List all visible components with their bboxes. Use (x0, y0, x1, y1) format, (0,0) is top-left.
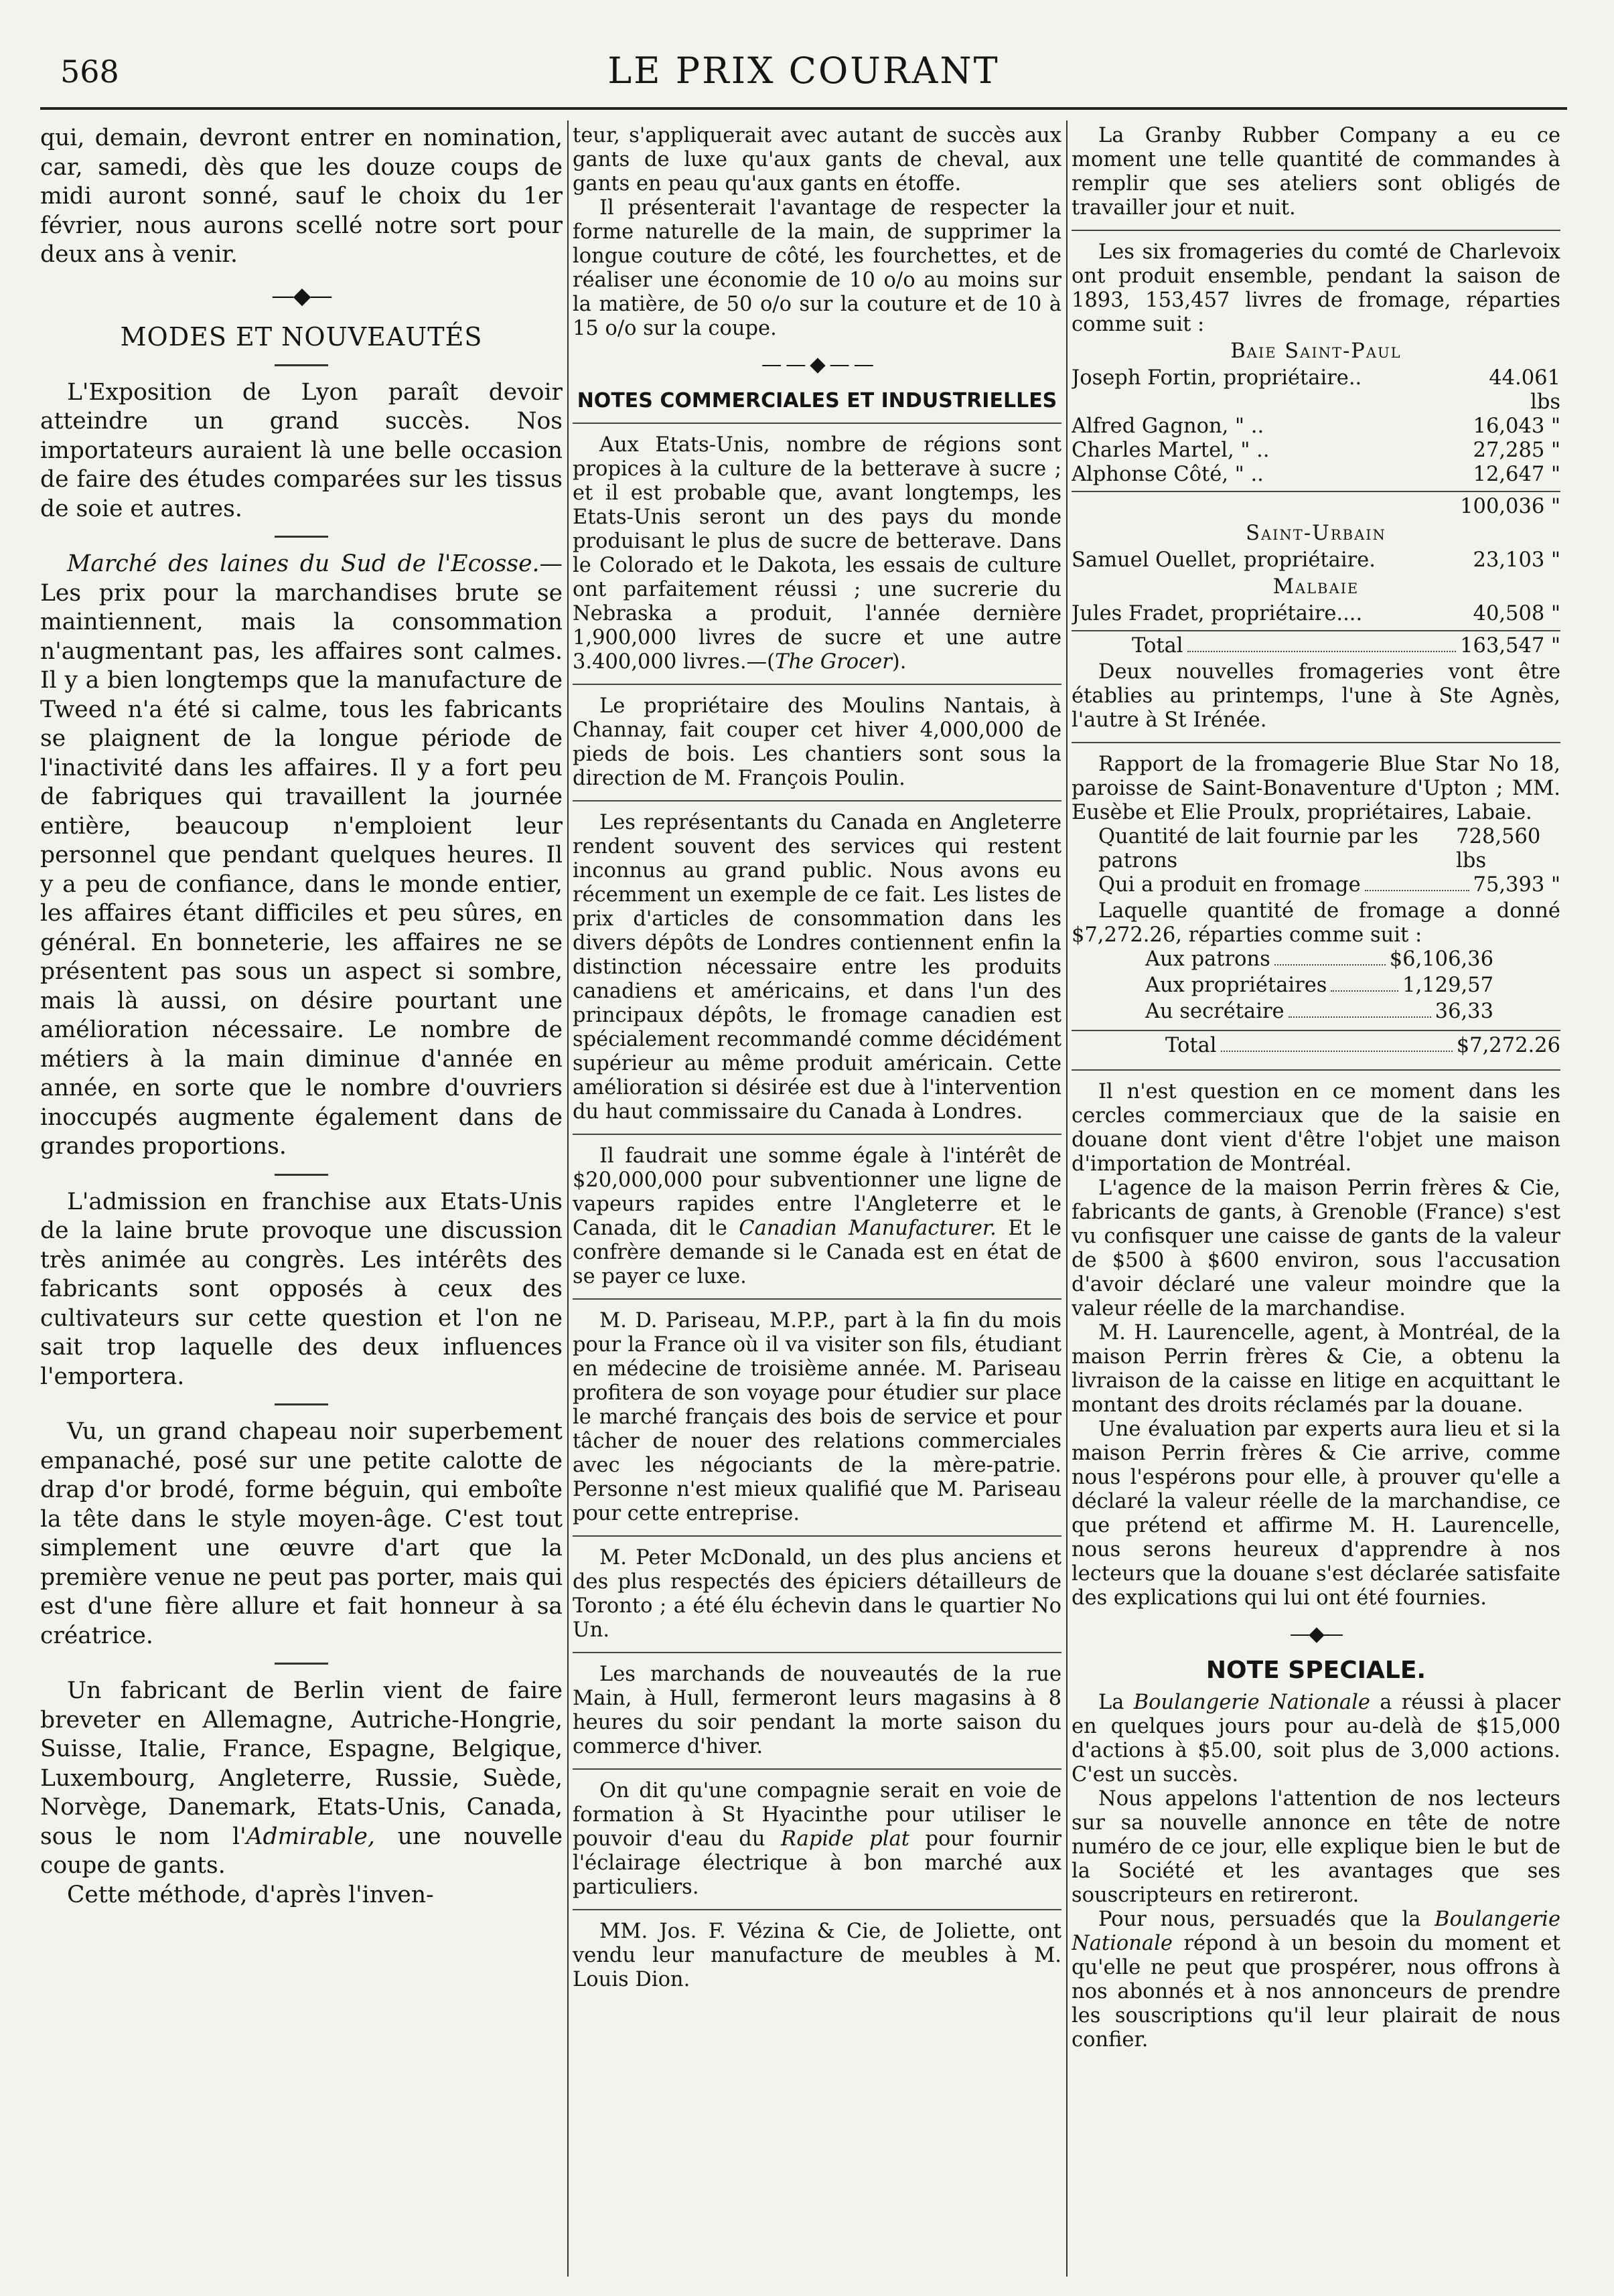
company-name: Boulangerie Nationale (1133, 1691, 1370, 1714)
rule (573, 1768, 1061, 1770)
producer-name: Jules Fradet, propriétaire.... (1072, 602, 1363, 625)
paragraph (40, 1677, 563, 1881)
rule (573, 1134, 1061, 1135)
paragraph (573, 1144, 1061, 1289)
source-name: Canadian Manufacturer. (739, 1217, 997, 1240)
paragraph-body: Il faudrait une somme égale à l'intérêt de $20,000,000 pour subventionner une ligne de vapeurs rapides entre l'Angleterre et le Canada, dit le (573, 1144, 1061, 1240)
paragraph: Une évaluation par experts aura lieu et si la maison Perrin frères & Cie arrive, comme nous l'espérons pour elle, à prouver qu'elle a déclaré la valeur réelle de la marchandise, ce que prétend et affirme M. H. Laurencelle, nous serons heureux d'apprendre à nos lecteurs que la douane s'est déclarée satisfaite des explications qui lui ont été fournies. (1072, 1418, 1560, 1610)
quantity: 27,285 " (1473, 439, 1560, 462)
paragraph: Il n'est question en ce moment dans les cercles commerciaux que de la saisie en douane dont vient d'être l'objet une maison d'importation de Montréal. (1072, 1080, 1560, 1176)
quantity: 12,647 " (1473, 463, 1560, 486)
short-rule (275, 1663, 328, 1665)
paragraph: Les six fromageries du comté de Charlevoix ont produit ensemble, pendant la saison de 1893, 153,457 livres de fromage, réparties comme suit : (1072, 240, 1560, 336)
milk-row (1072, 825, 1560, 873)
paragraph: L'admission en franchise aux Etats-Unis de la laine brute provoque une discussion très animée au congrès. Les intérêts des fabricants sont opposés à ceux des cultivateurs sur cette question et l'on ne sait trop laquelle des deux influences l'emportera. (40, 1188, 563, 1390)
ornament-divider: —◆— (1289, 1622, 1343, 1646)
rule (573, 1535, 1061, 1537)
short-rule (275, 364, 328, 366)
quantity: 44.061 lbs (1489, 366, 1560, 414)
short-rule (275, 1174, 328, 1176)
paragraph-body: On dit qu'une compagnie serait en voie de formation à St Hyacinthe pour utiliser le pouvoir d'eau du (573, 1779, 1061, 1851)
paragraph: La Granby Rubber Company a eu ce moment une telle quantité de commandes à remplir que ses ateliers sont obligés de travailler jour et nuit. (1072, 124, 1560, 220)
list-item (1072, 548, 1560, 572)
amount: 36,33 (1435, 1000, 1493, 1023)
paragraph: qui, demain, devront entrer en nomination, car, samedi, dès que les douze coups de midi auront sonné, sauf le choix du 1er février, nous aurons scellé notre sort pour deux ans à venir. (40, 125, 563, 268)
subheading-saint-urbain: Saint-Urbain (1246, 522, 1386, 545)
section-heading-notes: NOTES COMMERCIALES ET INDUSTRIELLES (577, 389, 1057, 412)
ornament-divider: — — ◆ — — (761, 353, 873, 376)
milk-value: 728,560 lbs (1456, 825, 1541, 872)
paragraph: Rapport de la fromagerie Blue Star No 18, paroisse de Saint-Bonaventure d'Upton ; MM. Eusèbe et Elie Proulx, propriétaires, Labaie. (1072, 753, 1560, 824)
paragraph-title: Marché des laines du Sud de l'Ecosse. (67, 550, 540, 577)
paragraph-body: La (1098, 1691, 1134, 1714)
paragraph: Nous appelons l'attention de nos lecteurs sur sa nouvelle annonce en tête de notre numéro de ce jour, elle explique bien le but de la Société et les avantages que ses souscripteurs en retireront. (1072, 1787, 1560, 1907)
table-row (1145, 947, 1493, 974)
paragraph-body: ). (891, 650, 907, 674)
paragraph: M. D. Pariseau, M.P.P., part à la fin du mois pour la France où il va visiter son fils, étudiant en médecine de troisième année. M. Pariseau profitera de son voyage pour étudier sur place le marché français des bois de service et pour tâcher de nouer des relations commerciales avec les négociants de la mère-patrie. Personne n'est mieux qualifié que M. Pariseau pour cette entreprise. (573, 1309, 1061, 1525)
dot-leader (1187, 651, 1457, 652)
paragraph-body: Aux Etats-Unis, nombre de régions sont propices à la culture de la betterave à sucre ; et il est probable que, avant longtemps, les Etats-Unis seront un des pays du monde produisant le plus de sucre de betterave. Dans le Colorado et le Dakota, les essais de culture ont parfaitement réussi ; une sucrerie du Nebraska a produit, l'année dernière 1,900,000 livres de sucre et une autre 3.400,000 livres.—( (573, 433, 1061, 674)
amount: $6,106,36 (1389, 947, 1493, 971)
short-rule (275, 536, 328, 538)
page-number: 568 (60, 54, 119, 90)
place-name: Rapide plat (781, 1827, 909, 1851)
paragraph: M. H. Laurencelle, agent, à Montréal, de la maison Perrin frères & Cie, a obtenu la livraison de la caisse en litige en acquittant le montant des droits réclamés par la douane. (1072, 1321, 1560, 1417)
paragraph: L'agence de la maison Perrin frères & Cie, fabricants de gants, à Grenoble (France) s'est vu confisquer une caisse de gants de la valeur de $500 à $600 environ, sous l'accusation d'avoir déclaré une valeur moindre que la valeur réelle de la marchandise. (1072, 1176, 1560, 1320)
column-2 (573, 124, 1061, 2277)
dot-leader (1365, 890, 1469, 891)
section-heading-note-speciale: NOTE SPECIALE. (1205, 1657, 1426, 1684)
paragraph (1072, 1691, 1560, 1787)
company-name: Boulangerie Nationale (1072, 1908, 1560, 1955)
milk-label: Quantité de lait fournie par les patrons (1098, 825, 1418, 872)
paragraph: M. Peter McDonald, un des plus anciens et des plus respectés des épiciers détailleurs de Toronto ; a été élu échevin dans le quartier No Un. (573, 1546, 1061, 1642)
paragraph-body: —Les prix pour la marchandises brute se maintiennent, mais la consommation n'augmentant pas, les affaires sont calmes. Il y a bien longtemps que la manufacture de Tweed n'a été si calme, tous les fabricants se plaignent de la longue période de l'inactivité dans les affaires. Il y a fort peu de fabriques qui travaillent la journée entière, beaucoup n'emploient leur personnel que pendant quelques heures. Il y a peu de confiance, dans le monde entier, les affaires étant difficiles et peu sûres, en général. En bonneterie, les affaires ne se présentent pas sous un aspect si sombre, mais là aussi, on désire pourtant une amélioration nécessaire. Le nombre de métiers à la main diminue d'année en année, en sorte que le nombre d'ouvriers inoccupés augmente également dans de grandes proportions. (40, 550, 563, 1160)
producer-name: Charles Martel, " .. (1072, 439, 1270, 462)
ornament-divider: —◆— (271, 282, 332, 309)
source-name: The Grocer (775, 650, 892, 674)
cheese-label: Qui a produit en fromage (1098, 873, 1361, 897)
quantity: 16,043 " (1473, 414, 1560, 438)
subtotal-row (1072, 491, 1560, 519)
paragraph: Deux nouvelles fromageries vont être établies au printemps, l'une à Ste Agnès, l'autre à St Irénée. (1072, 660, 1560, 732)
paragraph (573, 433, 1061, 674)
list-item (1072, 602, 1560, 626)
product-name: Admirable, (246, 1823, 375, 1850)
rule (573, 1652, 1061, 1653)
table-row (1145, 974, 1493, 1000)
paragraph: Les représentants du Canada en Angleterre rendent souvent des services qui restent inconnus au grand public. Nous avons eu récemment un exemple de ce fait. Les listes de prix d'articles de consommation dans les divers dépôts de Londres contiennent enfin la distinction nécessaire entre les produits canadiens et américains, et dans l'un des principaux dépôts, le fromage canadien est spécialement recommandé comme décidément supérieur au même produit américain. Cette amélioration si désirée est due à l'intervention du haut commissaire du Canada à Londres. (573, 811, 1061, 1124)
paragraph-body: répond à un besoin du moment et qu'elle ne peut que prospérer, nous offrons à nos abonnés et à nos annonceurs de prendre les souscriptions qu'il leur plairait de nous confier. (1072, 1932, 1560, 2052)
paragraph: MM. Jos. F. Vézina & Cie, de Joliette, ont vendu leur manufacture de meubles à M. Louis Dion. (573, 1920, 1061, 1991)
table-row (1145, 1000, 1493, 1026)
rule (573, 423, 1061, 424)
subtotal-value: 100,036 " (1460, 495, 1560, 518)
list-urbain (1072, 548, 1560, 572)
section-heading-modes: MODES ET NOUVEAUTÉS (120, 322, 483, 352)
column-1 (40, 124, 563, 2277)
masthead (40, 47, 1567, 110)
paragraph-body: une nouvelle coupe de gants. (40, 1823, 563, 1879)
recipient: Au secrétaire (1145, 1000, 1285, 1023)
subheading-malbaie: Malbaie (1272, 575, 1360, 599)
quantity: 23,103 " (1473, 548, 1560, 572)
paragraph (1072, 1908, 1560, 2052)
rule (1072, 742, 1560, 743)
dot-leader (1331, 990, 1398, 992)
total-row (1072, 1030, 1560, 1060)
paragraph: teur, s'appliquerait avec autant de succès aux gants de luxe qu'aux gants de cheval, aux gants en peau qu'aux gants en étoffe. (573, 124, 1061, 196)
paragraph: Il présenterait l'avantage de respecter la forme naturelle de la main, de supprimer la longue couture de côté, les fourchettes, et de réaliser une économie de 10 o/o au moins sur la matière, de 50 o/o sur la couture et de 10 à 15 o/o sur la coupe. (573, 196, 1061, 340)
paragraph-body: Un fabricant de Berlin vient de faire breveter en Allemagne, Autriche-Hongrie, Suisse, Italie, France, Espagne, Belgique, Luxembourg, Angleterre, Russie, Suède, Norvège, Danemark, Etats-Unis, Canada, sous le nom l' (40, 1677, 563, 1850)
list-item (1072, 439, 1560, 463)
paragraph: Laquelle quantité de fromage a donné $7,272.26, réparties comme suit : (1072, 899, 1560, 947)
column-divider (1066, 121, 1068, 2277)
paragraph-body: a réussi à placer en quelques jours pour au-delà de $15,000 d'actions à $5.00, soit plus de 3,000 actions. C'est un succès. (1072, 1691, 1560, 1786)
cheese-row (1072, 873, 1560, 899)
newspaper-title: LE PRIX COURANT (607, 50, 1000, 92)
subheading-baie-saint-paul: Baie Saint-Paul (1230, 339, 1402, 363)
column-3 (1072, 124, 1560, 2277)
dot-leader (1274, 964, 1386, 966)
list-malbaie (1072, 602, 1560, 626)
total-value: 163,547 " (1460, 634, 1560, 658)
rule (573, 800, 1061, 801)
rule (573, 1298, 1061, 1300)
producer-name: Samuel Ouellet, propriétaire. (1072, 548, 1376, 572)
list-item (1072, 414, 1560, 439)
column-divider (567, 121, 569, 2277)
list-item (1072, 463, 1560, 487)
paragraph: Cette méthode, d'après l'inven- (67, 1881, 434, 1908)
recipient: Aux patrons (1145, 947, 1270, 971)
rule (573, 684, 1061, 685)
producer-name: Joseph Fortin, propriétaire.. (1072, 366, 1362, 390)
producer-name: Alfred Gagnon, " .. (1072, 414, 1264, 438)
rule (573, 1909, 1061, 1910)
paragraph (573, 1779, 1061, 1900)
total-label: Total (1165, 1034, 1217, 1057)
paragraph: L'Exposition de Lyon paraît devoir atteindre un grand succès. Nos importateurs auraient là une belle occasion de faire des études comparées sur les tissus de soie et autres. (40, 378, 563, 522)
paragraph-body: Et le confrère demande si le Canada est en état de se payer ce luxe. (573, 1217, 1061, 1288)
paragraph (40, 550, 563, 1162)
dot-leader (1221, 1051, 1453, 1052)
paragraph: Le propriétaire des Moulins Nantais, à Channay, fait couper cet hiver 4,000,000 de pieds de bois. Les chantiers sont sous la direction de M. François Poulin. (573, 694, 1061, 790)
distribution-table (1072, 947, 1560, 1026)
short-rule (275, 1403, 328, 1405)
recipient: Aux propriétaires (1145, 974, 1327, 997)
list-baie (1072, 366, 1560, 519)
total-row (1072, 630, 1560, 660)
total-value: $7,272.26 (1456, 1034, 1560, 1057)
rule (1072, 230, 1560, 231)
rule (1072, 1069, 1560, 1071)
paragraph-body: pour fournir l'éclairage électrique à bon marché aux particuliers. (573, 1827, 1061, 1899)
list-item (1072, 366, 1560, 414)
paragraph-body: Pour nous, persuadés que la (1098, 1908, 1435, 1931)
paragraph: Les marchands de nouveautés de la rue Main, à Hull, fermeront leurs magasins à 8 heures du soir pendant la morte saison du commerce d'hiver. (573, 1663, 1061, 1758)
producer-name: Alphonse Côté, " .. (1072, 463, 1264, 486)
dot-leader (1289, 1016, 1431, 1018)
amount: 1,129,57 (1402, 974, 1493, 997)
cheese-value: 75,393 " (1473, 873, 1560, 897)
total-label: Total (1132, 634, 1183, 658)
quantity: 40,508 " (1473, 602, 1560, 625)
paragraph: Vu, un grand chapeau noir superbement empanaché, posé sur une petite calotte de drap d'or brodé, forme béguin, qui emboîte la tête dans le style moyen-âge. C'est tout simplement une œuvre d'art que la première venue ne peut pas porter, mais qui est d'une fière allure et fait honneur à sa créatrice. (40, 1418, 563, 1649)
